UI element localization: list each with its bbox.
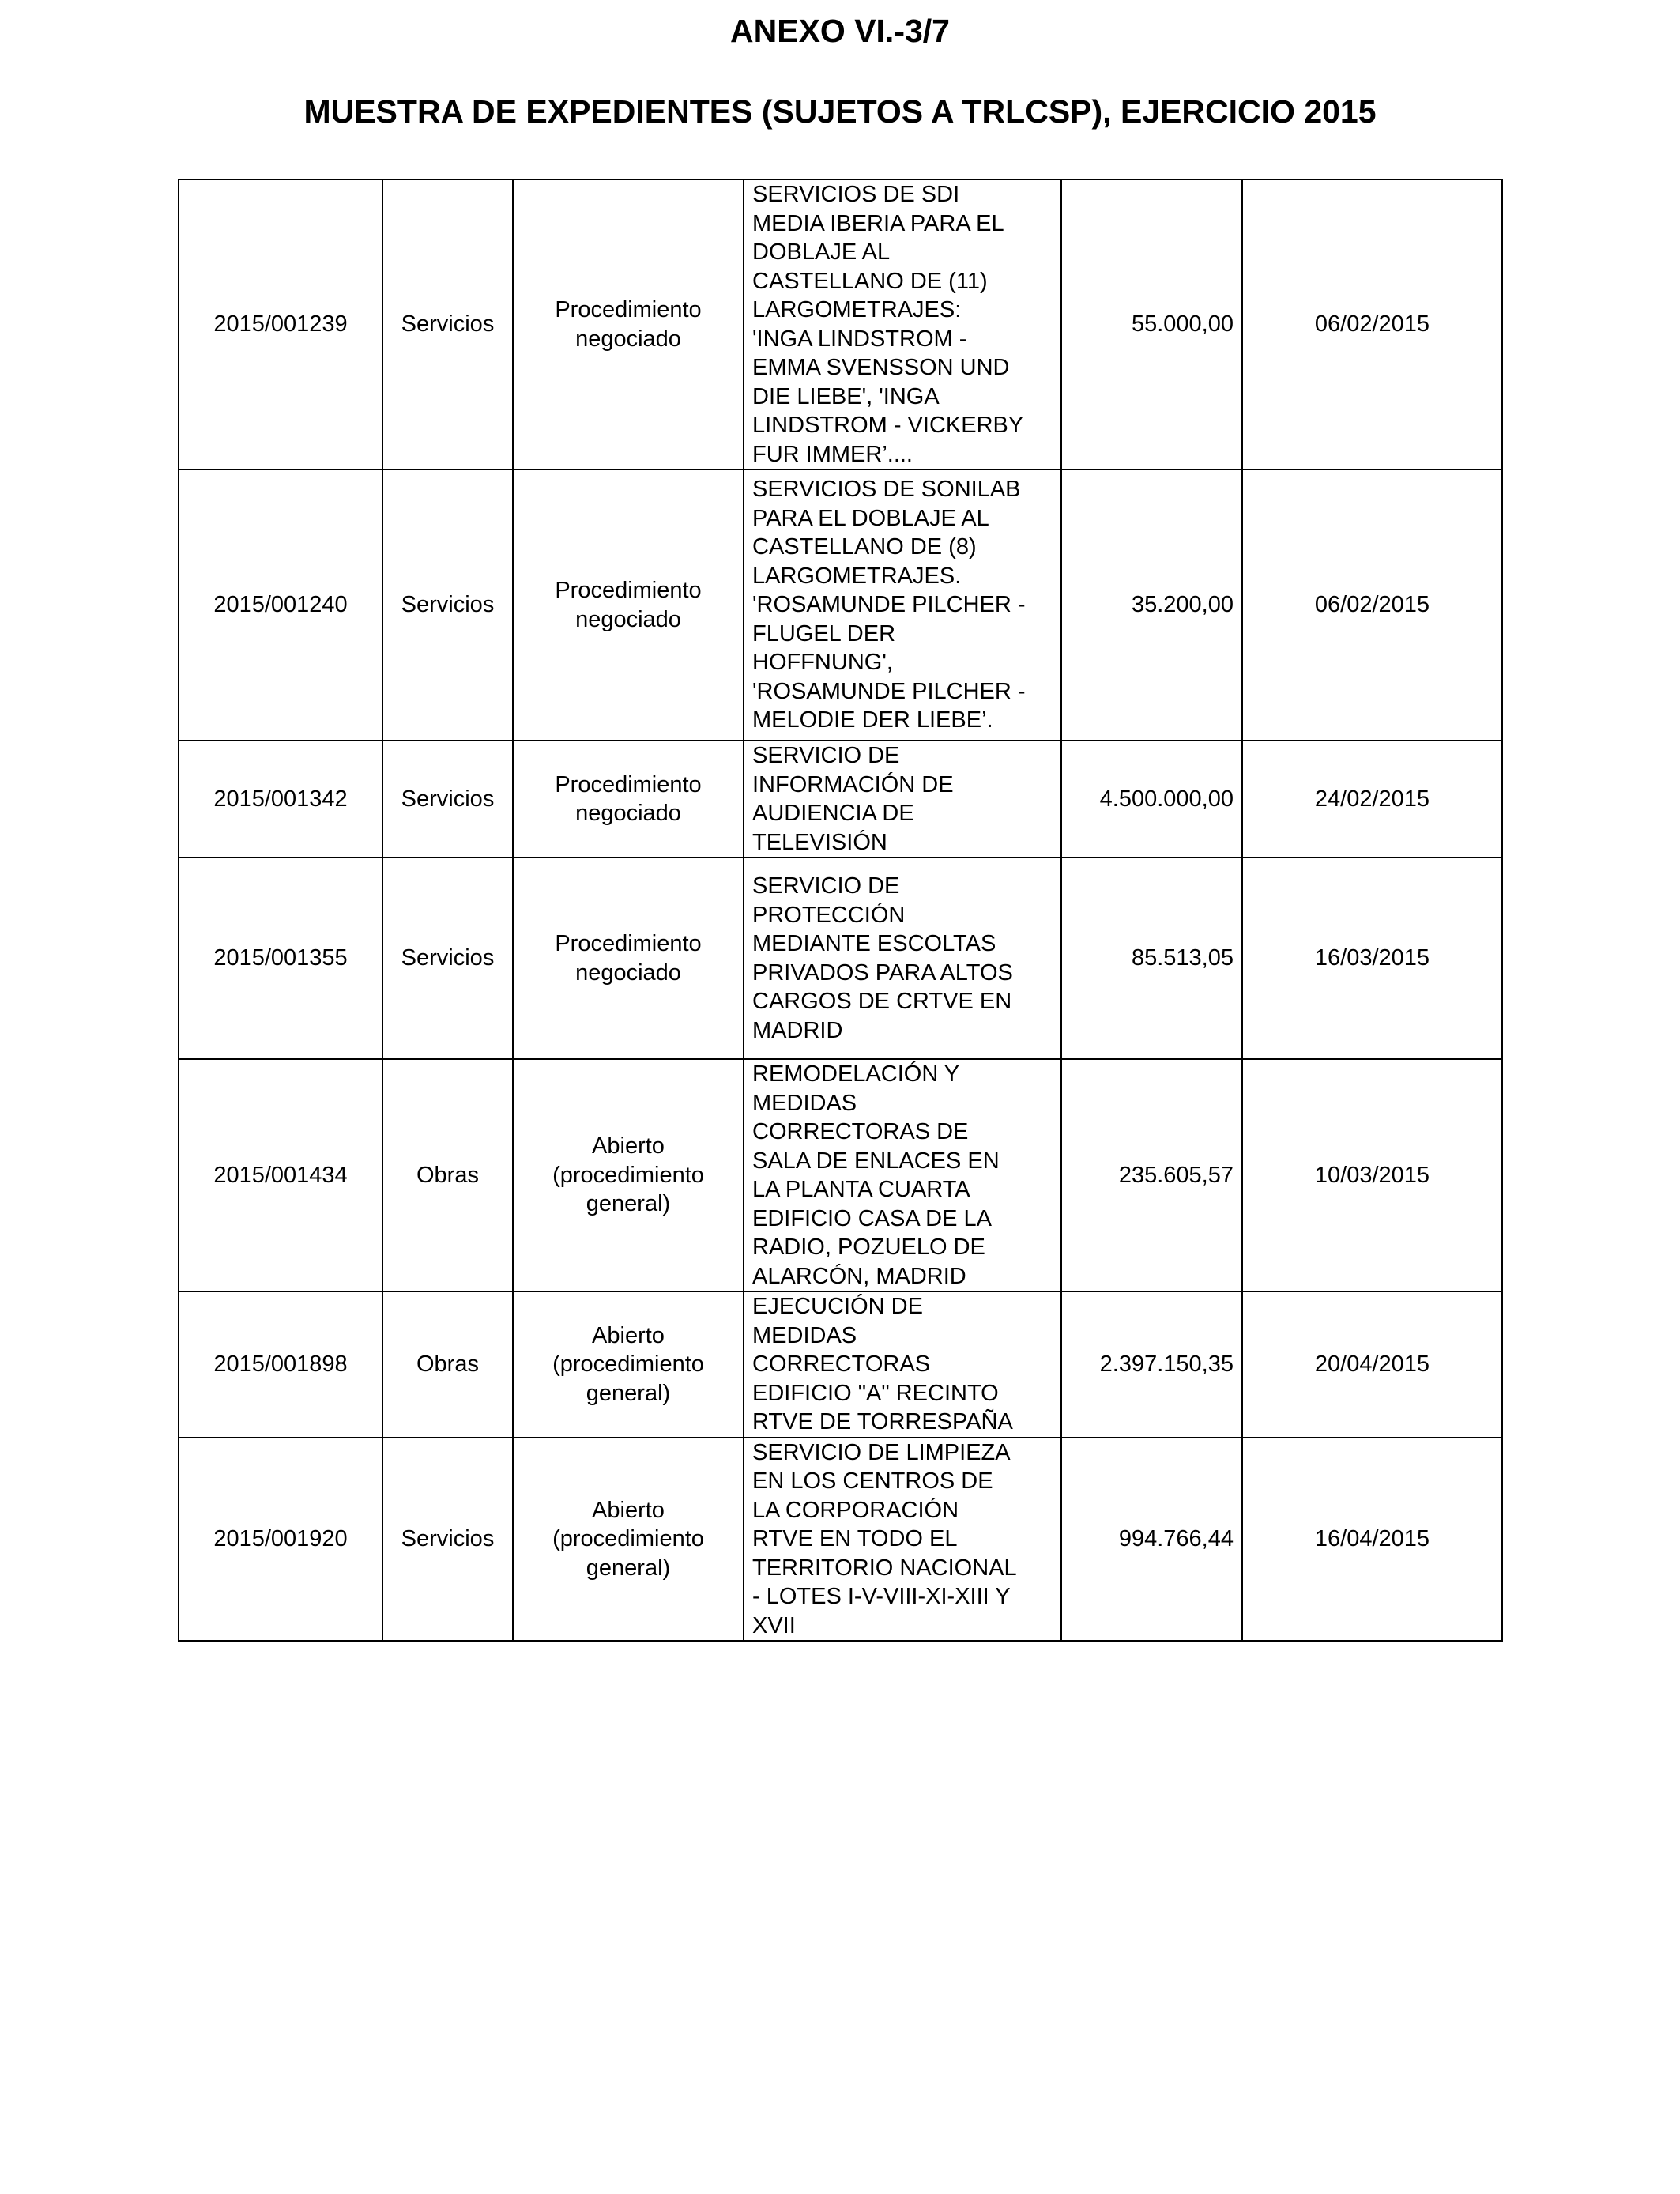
importe-cell: 4.500.000,00 [1061,741,1242,858]
table-row [179,741,1502,858]
expediente-cell: 2015/001434 [179,1059,382,1291]
table-row [179,858,1502,1059]
importe-cell: 2.397.150,35 [1061,1291,1242,1438]
expediente-cell: 2015/001342 [179,741,382,858]
page-title: MUESTRA DE EXPEDIENTES (SUJETOS A TRLCSP), EJERCICIO 2015 [303,93,1377,130]
table-row [179,1059,1502,1291]
objeto-cell: SERVICIO DE PROTECCIÓN MEDIANTE ESCOLTAS PRIVADOS PARA ALTOS CARGOS DE CRTVE EN MADRID [744,858,1061,1059]
fecha-cell: 16/03/2015 [1242,858,1502,1059]
procedimiento-cell: Abierto (procedimiento general) [513,1291,744,1438]
procedimiento-cell: Procedimiento negociado [513,179,744,469]
importe-cell: 35.200,00 [1061,469,1242,741]
table-row [179,1291,1502,1438]
expedientes-table [178,179,1503,1642]
tipo-cell: Servicios [382,469,513,741]
procedimiento-cell: Abierto (procedimiento general) [513,1059,744,1291]
tipo-cell: Obras [382,1059,513,1291]
table-row [179,469,1502,741]
objeto-cell: SERVICIO DE INFORMACIÓN DE AUDIENCIA DE TELEVISIÓN [744,741,1061,858]
expediente-cell: 2015/001898 [179,1291,382,1438]
objeto-cell: SERVICIOS DE SDI MEDIA IBERIA PARA EL DOBLAJE AL CASTELLANO DE (11) LARGOMETRAJES: 'INGA LINDSTROM - EMMA SVENSSON UND DIE LIEBE', 'INGA LINDSTROM - VICKERBY FUR IMMER’.... [744,179,1061,469]
expediente-cell: 2015/001240 [179,469,382,741]
objeto-cell: REMODELACIÓN Y MEDIDAS CORRECTORAS DE SALA DE ENLACES EN LA PLANTA CUARTA EDIFICIO CASA DE LA RADIO, POZUELO DE ALARCÓN, MADRID [744,1059,1061,1291]
procedimiento-cell: Abierto (procedimiento general) [513,1438,744,1642]
tipo-cell: Servicios [382,1438,513,1642]
table-row [179,179,1502,469]
tipo-cell: Servicios [382,858,513,1059]
tipo-cell: Obras [382,1291,513,1438]
importe-cell: 55.000,00 [1061,179,1242,469]
annex-number: ANEXO VI.-3/7 [730,13,950,49]
table-row [179,1438,1502,1642]
fecha-cell: 06/02/2015 [1242,469,1502,741]
fecha-cell: 24/02/2015 [1242,741,1502,858]
tipo-cell: Servicios [382,179,513,469]
expediente-cell: 2015/001920 [179,1438,382,1642]
importe-cell: 85.513,05 [1061,858,1242,1059]
expediente-cell: 2015/001239 [179,179,382,469]
fecha-cell: 16/04/2015 [1242,1438,1502,1642]
tipo-cell: Servicios [382,741,513,858]
procedimiento-cell: Procedimiento negociado [513,741,744,858]
importe-cell: 235.605,57 [1061,1059,1242,1291]
objeto-cell: EJECUCIÓN DE MEDIDAS CORRECTORAS EDIFICIO "A" RECINTO RTVE DE TORRESPAÑA [744,1291,1061,1438]
procedimiento-cell: Procedimiento negociado [513,469,744,741]
fecha-cell: 06/02/2015 [1242,179,1502,469]
importe-cell: 994.766,44 [1061,1438,1242,1642]
expediente-cell: 2015/001355 [179,858,382,1059]
fecha-cell: 10/03/2015 [1242,1059,1502,1291]
fecha-cell: 20/04/2015 [1242,1291,1502,1438]
objeto-cell: SERVICIO DE LIMPIEZA EN LOS CENTROS DE LA CORPORACIÓN RTVE EN TODO EL TERRITORIO NACIONAL - LOTES I-V-VIII-XI-XIII Y XVII [744,1438,1061,1642]
objeto-cell: SERVICIOS DE SONILAB PARA EL DOBLAJE AL CASTELLANO DE (8) LARGOMETRAJES. 'ROSAMUNDE PILCHER - FLUGEL DER HOFFNUNG', 'ROSAMUNDE PILCHER - MELODIE DER LIEBE’. [744,469,1061,741]
procedimiento-cell: Procedimiento negociado [513,858,744,1059]
